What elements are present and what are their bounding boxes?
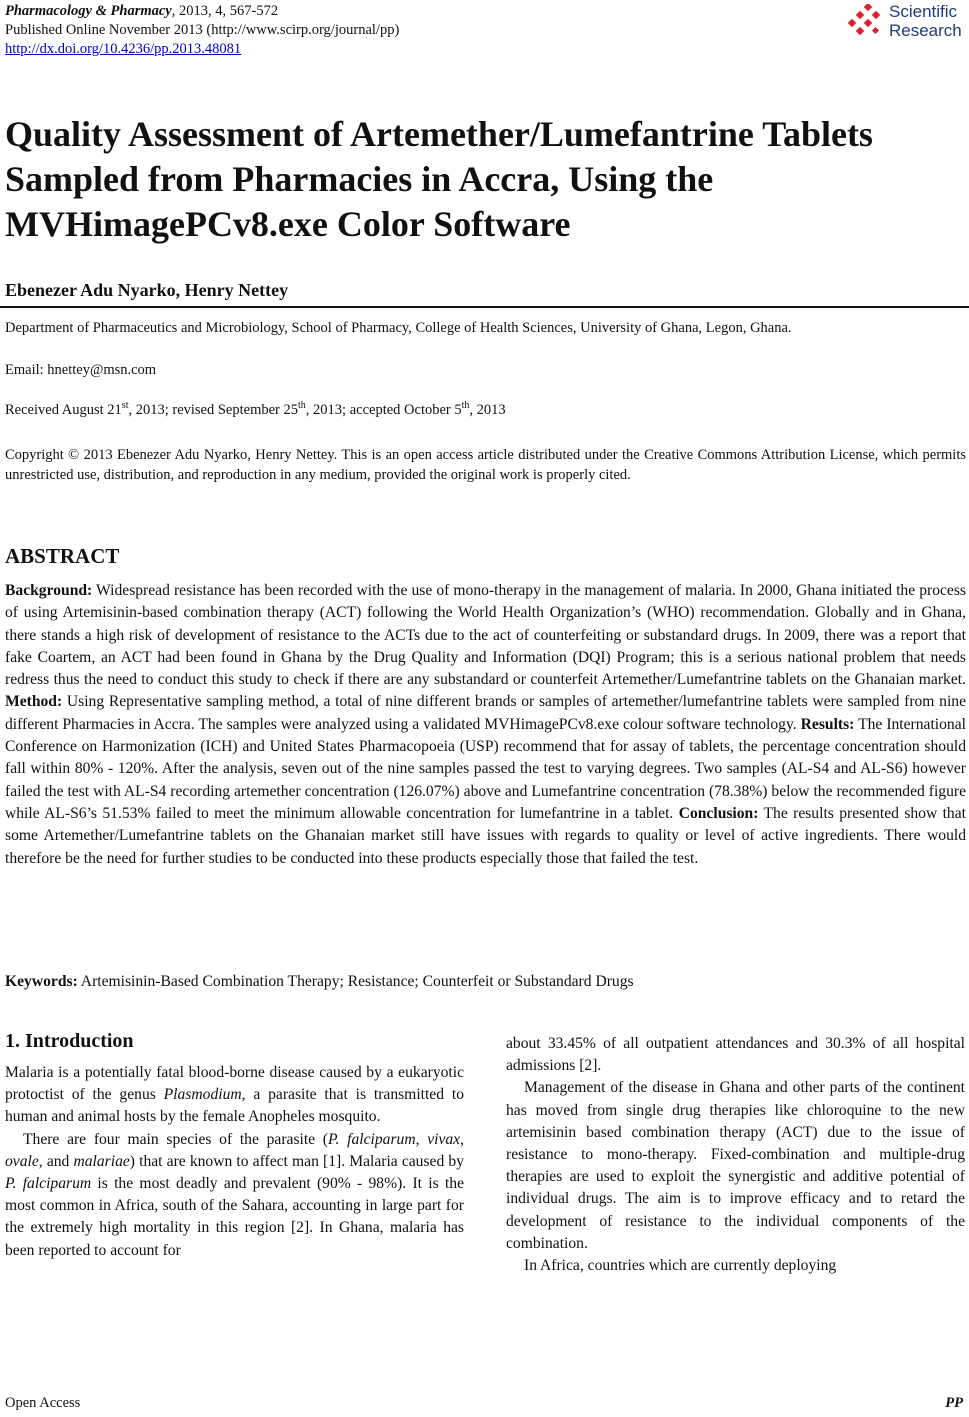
keywords — [5, 971, 966, 993]
footer-open-access: Open Access — [5, 1395, 81, 1411]
publisher-logo — [847, 2, 965, 44]
right-column — [506, 1033, 965, 1277]
keywords-label: Keywords: — [5, 973, 78, 990]
paragraph: about 33.45% of all outpatient attendances and 30.3% of all hospital admissions [2]. — [506, 1035, 965, 1075]
results-text: The International Conference on Harmonization (ICH) and United States Pharmacopoeia (USP) recommend that for assay of tablets, the percentage concentration should fall within 80% - 120%. After the analysis, seven out of the nine samples passed the test to varying degrees. Two samples (AL-S4 and AL-S6) however failed the test with AL-S4 recording artemether concentration (126.07%) above and Lumefantrine concentration (78.38%) below the recommended figure while AL-S6’s 51.53% failed to meet the minimum allowable concentration for lumefantrine in a tablet. — [5, 715, 966, 822]
conclusion-text: The results presented show that some Artemether/Lumefantrine tablets on the Ghanaian market still have issues with regards to quality or level of active ingredients. There would therefore be the need for further studies to be conducted into these products especially those that failed the test. — [5, 804, 966, 867]
paragraph: There are four main species of the parasite (P. falciparum, vivax, ovale, and malariae) that are known to affect man [1]. Malaria caused by P. falciparum is the most deadly and prevalent (90% - 98%). It is the most common in Africa, south of the Sahara, accounting in large part for the extremely high mortality in this region [2]. In Ghana, malaria has been reported to account for — [5, 1130, 465, 1259]
keywords-text: Artemisinin-Based Combination Therapy; Resistance; Counterfeit or Substandard Drugs — [77, 973, 634, 990]
results-label: Results: — [800, 715, 855, 733]
left-column — [5, 1028, 464, 1262]
logo-wordmark — [889, 2, 962, 40]
paragraph: Malaria is a potentially fatal blood-borne disease caused by a eukaryotic protoctist of the genus Plasmodium, a parasite that is transmitted to human and animal hosts by the female Anopheles mosquito. — [5, 1064, 464, 1126]
email: Email: hnettey@msn.com — [5, 362, 157, 378]
background-text: Widespread resistance has been recorded with the use of mono-therapy in the management of malaria. In 2000, Ghana initiated the process of using Artemisinin-based combination therapy (ACT) following the World Health Organization’s (WHO) recommendation. Globally and in Ghana, there stands a high risk of development of resistance to the ACTs due to the act of counterfeiting or substandard drugs. In 2009, there was a report that fake Coartem, an ACT had been found in Ghana by the Drug Quality and Information (DQI) Program; this is a serious national problem that needs redress thus the need to conduct this study to check if there are any substandard or counterfeit Artemether/Lumefantrine tablets on the Ghanaian market. — [5, 582, 966, 689]
running-header — [5, 2, 399, 59]
journal-citation — [5, 2, 399, 21]
affiliation: Department of Pharmaceutics and Microbiology, School of Pharmacy, College of Health Sciences, University of Ghana, Legon, Ghana. — [5, 320, 792, 336]
published-line: Published Online November 2013 (http://www.scirp.org/journal/pp) — [5, 22, 400, 38]
paragraph: In Africa, countries which are currently deploying — [524, 1257, 837, 1275]
method-label: Method: — [5, 693, 63, 711]
divider — [0, 306, 969, 308]
author-list: Ebenezer Adu Nyarko, Henry Nettey — [5, 280, 289, 300]
paragraph: Management of the disease in Ghana and other parts of the continent has moved from single drug therapies like chloroquine to the new artemisinin based combination therapy (ACT) due to the issue of resistance to mono-therapy. Fixed-combination and multiple-drug therapies are used to exploit the synergistic and additive potential of individual drugs. The aim is to improve efficacy and to retard the development of resistance to the individual components of the combination. — [506, 1079, 965, 1252]
method-text: Using Representative sampling method, a total of nine different brands or samples of artemether/lumefantrine tablets were sampled from nine different Pharmacies in Accra. The samples were analyzed using a validated MVHimagePCv8.exe colour software technology. — [5, 693, 966, 733]
article-title: Quality Assessment of Artemether/Lumefantrine Tablets Sampled from Pharmacies in Accra, Using the MVHimagePCv8.exe Color Software — [5, 114, 873, 244]
copyright-notice: Copyright © 2013 Ebenezer Adu Nyarko, Henry Nettey. This is an open access article distributed under the Creative Commons Attribution License, which permits unrestricted use, distribution, and reproduction in any medium, provided the original work is properly cited. — [5, 447, 966, 483]
received-dates: Received August 21st, 2013; revised September 25th, 2013; accepted October 5th, 2013 — [5, 400, 506, 418]
journal-volume: , 2013, 4, 567-572 — [171, 3, 279, 19]
background-label: Background: — [5, 582, 93, 599]
logo-line-1: Scientific — [889, 2, 958, 21]
abstract-heading: ABSTRACT — [5, 544, 120, 568]
logo-mark-icon — [847, 4, 887, 40]
section-heading: 1. Introduction — [5, 1030, 134, 1052]
abstract-body — [5, 580, 966, 870]
footer-journal-abbrev: PP — [945, 1395, 963, 1411]
page-footer — [5, 1395, 963, 1412]
journal-name: Pharmacology & Pharmacy — [5, 3, 172, 19]
conclusion-label: Conclusion: — [678, 804, 759, 822]
doi-link[interactable]: http://dx.doi.org/10.4236/pp.2013.48081 — [5, 41, 242, 57]
logo-line-2: Research — [889, 21, 962, 40]
